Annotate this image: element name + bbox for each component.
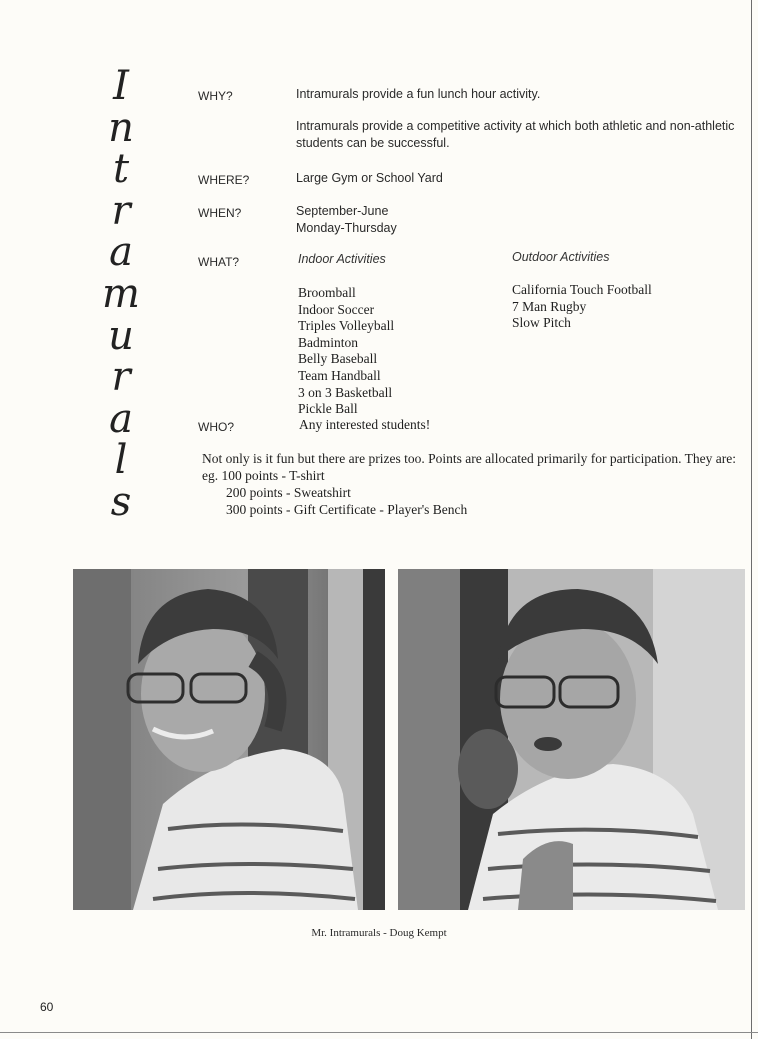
title-letter: m <box>102 270 140 317</box>
list-item: Badminton <box>298 334 358 350</box>
list-item: 3 on 3 Basketball <box>298 384 393 400</box>
photo-left <box>73 569 385 910</box>
prizes-block <box>202 450 750 518</box>
photo-caption: Mr. Intramurals - Doug Kempt <box>311 927 447 939</box>
list-item: Team Handball <box>298 367 381 383</box>
outdoor-activity-list <box>512 282 652 332</box>
when-line-2: Monday-Thursday <box>296 221 397 235</box>
why-label: WHY? <box>198 89 233 103</box>
title-letter: l <box>114 437 128 484</box>
why-line-1: Intramurals provide a fun lunch hour activity. <box>296 87 541 101</box>
title-letter: t <box>112 146 130 193</box>
vertical-title <box>96 63 146 525</box>
list-item: California Touch Football <box>512 282 652 297</box>
list-item: Triples Volleyball <box>298 318 395 334</box>
when-label: WHEN? <box>198 206 242 220</box>
list-item: 7 Man Rugby <box>512 298 587 314</box>
what-label: WHAT? <box>198 255 240 269</box>
title-letter: u <box>108 312 134 359</box>
photo-right-image <box>398 569 745 910</box>
list-item: Slow Pitch <box>512 315 571 331</box>
prize-row: 200 points - Sweatshirt <box>226 485 351 500</box>
who-label: WHO? <box>198 420 234 434</box>
when-line-1: September-June <box>296 204 389 218</box>
title-letter: I <box>113 63 129 109</box>
title-letter: s <box>110 478 132 525</box>
title-letter: a <box>109 395 133 442</box>
title-letter: n <box>108 104 134 151</box>
prizes-intro: Not only is it fun but there are prizes too. Points are allocated primarily for participation. They are: <box>202 451 736 466</box>
page-edge-right <box>751 0 752 1039</box>
outdoor-heading: Outdoor Activities <box>512 250 610 264</box>
page-number: 60 <box>40 1000 54 1014</box>
where-label: WHERE? <box>198 173 250 187</box>
list-item: Broomball <box>298 285 356 300</box>
page-edge-bottom <box>0 1032 758 1033</box>
title-letter: a <box>109 229 133 276</box>
prize-row: 300 points - Gift Certificate - Player's Bench <box>226 502 468 517</box>
list-item: Indoor Soccer <box>298 301 375 317</box>
title-letter: r <box>111 354 131 401</box>
title-letter: r <box>111 187 131 234</box>
photo-right <box>398 569 745 910</box>
why-line-2: Intramurals provide a competitive activity at which both athletic and non-athletic students can be successful. <box>296 119 735 150</box>
who-value: Any interested students! <box>299 417 431 432</box>
prize-row: eg. 100 points - T-shirt <box>202 468 325 483</box>
indoor-activity-list <box>298 285 394 418</box>
where-value: Large Gym or School Yard <box>296 171 443 185</box>
list-item: Pickle Ball <box>298 401 358 417</box>
indoor-heading: Indoor Activities <box>298 252 386 266</box>
list-item: Belly Baseball <box>298 351 378 367</box>
photo-left-image <box>73 569 385 910</box>
